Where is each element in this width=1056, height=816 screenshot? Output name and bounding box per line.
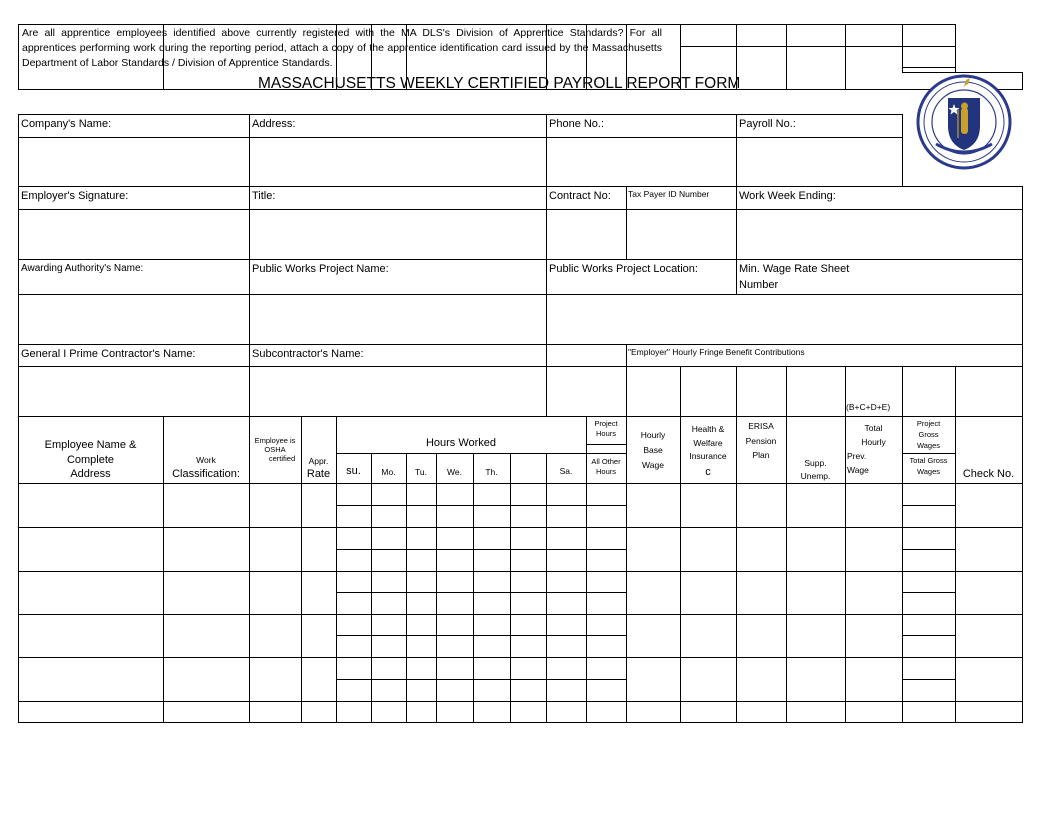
table-row <box>18 614 1023 615</box>
apprentice-note: Are all apprentice employees identified above currently registered with the MA DLS's Division of Apprentice Standards? For all apprentices performing work during the reporting period, attach a copy of the apprentice identification card issued by the Massachusetts Department of Labor Standards / Division of Apprentice Standards. <box>22 27 662 69</box>
project-gross-header-3: Wages <box>916 441 941 450</box>
grid-line <box>546 24 547 89</box>
grid-line <box>163 416 164 722</box>
fringe-benefits-label: "Employer" Hourly Fringe Benefit Contributions <box>628 347 805 357</box>
appr-rate-header: Appr. <box>308 456 329 466</box>
health-welfare-header-3: Insurance <box>689 451 727 461</box>
day-mo-header: Mo. <box>381 467 396 477</box>
grid-line <box>902 366 903 722</box>
work-class-header-2: Classification: <box>172 468 240 480</box>
osha-header: Employee is <box>254 436 296 445</box>
min-wage-sheet-label-2: Number <box>739 279 779 291</box>
grid-line <box>1022 72 1023 89</box>
grid-line <box>336 453 626 454</box>
grid-line <box>626 416 627 722</box>
erisa-header: ERISA <box>748 421 774 431</box>
grid-line <box>902 549 955 550</box>
grid-line <box>18 483 1023 484</box>
grid-line <box>336 549 626 550</box>
phone-no-label: Phone No.: <box>549 118 605 130</box>
grid-line <box>786 416 787 722</box>
grid-line <box>18 24 955 25</box>
table-row <box>18 722 1023 723</box>
grid-line <box>680 24 681 89</box>
grid-line <box>902 505 955 506</box>
project-gross-header-2: Gross <box>918 430 939 439</box>
hours-worked-header: Hours Worked <box>425 437 497 449</box>
grid-line <box>736 24 737 89</box>
project-hours-header-2: Hours <box>595 429 616 438</box>
grid-line <box>845 366 846 722</box>
grid-line <box>336 679 626 680</box>
grid-line <box>18 259 1023 260</box>
grid-line <box>902 72 1023 73</box>
grid-line <box>786 366 787 416</box>
payroll-no-label: Payroll No.: <box>739 118 796 130</box>
grid-line <box>626 186 627 259</box>
title-label: Title: <box>252 190 276 202</box>
grid-line <box>902 114 903 186</box>
total-gross-header: Total Gross <box>909 456 948 465</box>
grid-line <box>163 24 164 89</box>
base-wage-header: Hourly <box>640 430 666 440</box>
grid-line <box>736 416 737 722</box>
address-label: Address: <box>252 118 296 130</box>
check-no-header: Check No. <box>962 468 1015 480</box>
grid-line <box>18 114 19 416</box>
form-title: MASSACHUSETTS WEEKLY CERTIFIED PAYROLL REPORT FORM <box>258 75 741 92</box>
grid-line <box>902 592 955 593</box>
total-hourly-header-4: Wage <box>847 465 869 475</box>
osha-header-3: certified <box>268 454 296 463</box>
total-hourly-header-2: Hourly <box>861 437 886 447</box>
company-name-label: Company's Name: <box>21 118 112 130</box>
prime-contractor-label: General I Prime Contractor's Name: <box>21 348 196 360</box>
grid-line <box>845 24 846 89</box>
appr-rate-header-2: Rate <box>306 468 331 480</box>
grid-line <box>1022 416 1023 722</box>
project-hours-header: Project <box>594 419 618 428</box>
subcontractor-label: Subcontractor's Name: <box>252 348 364 360</box>
grid-line <box>473 453 474 722</box>
grid-line <box>371 24 372 89</box>
grid-line <box>786 24 787 89</box>
supp-unemp-header: Supp. <box>804 458 827 468</box>
table-row <box>18 527 1023 528</box>
grid-line <box>336 592 626 593</box>
table-row <box>18 571 1023 572</box>
grid-line <box>902 24 903 72</box>
osha-header-2: OSHA <box>264 445 286 454</box>
work-class-header: Work <box>196 455 216 465</box>
base-wage-header-2: Base <box>643 445 663 455</box>
fringe-formula-label: (B+C+D+E) <box>846 402 891 412</box>
day-su-header: su. <box>346 465 361 477</box>
grid-line <box>18 24 19 89</box>
day-th-header: Th. <box>485 467 498 477</box>
day-we-header: We. <box>447 467 462 477</box>
grid-line <box>18 366 1023 367</box>
table-row <box>18 657 1023 658</box>
grid-line <box>955 24 956 72</box>
grid-line <box>18 294 1023 295</box>
other-hours-header: All Other <box>591 457 621 466</box>
grid-line <box>510 453 511 722</box>
base-wage-header-3: Wage <box>642 460 664 470</box>
table-row <box>18 701 1023 702</box>
grid-line <box>336 505 626 506</box>
grid-line <box>626 24 627 89</box>
employee-name-header-2: Complete <box>66 454 115 466</box>
grid-line <box>336 635 626 636</box>
grid-line <box>680 46 955 47</box>
health-welfare-header-2: Welfare <box>693 438 723 448</box>
grid-line <box>902 635 955 636</box>
massachusetts-seal-icon <box>908 74 1020 170</box>
grid-line <box>736 366 737 416</box>
erisa-header-3: Plan <box>752 450 770 460</box>
grid-line <box>18 209 1023 210</box>
employee-name-header: Employee Name & <box>44 439 137 451</box>
erisa-header-2: Pension <box>745 436 777 446</box>
other-hours-header-2: Hours <box>595 467 616 476</box>
grid-line <box>406 453 407 722</box>
day-tu-header: Tu. <box>415 467 427 477</box>
grid-line <box>586 444 626 445</box>
grid-line <box>1022 186 1023 416</box>
svg-text:·: · <box>963 84 965 90</box>
grid-line <box>336 24 337 89</box>
health-welfare-header: Health & <box>691 424 725 434</box>
grid-line <box>18 186 1023 187</box>
tax-payer-id-label: Tax Payer ID Number <box>628 189 710 199</box>
grid-line <box>336 416 337 722</box>
project-name-label: Public Works Project Name: <box>252 263 389 275</box>
grid-line <box>18 416 19 722</box>
grid-line <box>902 67 955 68</box>
grid-line <box>436 453 437 722</box>
grid-line <box>18 114 902 115</box>
grid-line <box>680 366 681 416</box>
grid-line <box>371 453 372 722</box>
grid-line <box>736 114 737 294</box>
grid-line <box>18 416 1023 417</box>
grid-line <box>586 24 587 89</box>
min-wage-sheet-label: Min. Wage Rate Sheet <box>739 263 850 275</box>
project-location-label: Public Works Project Location: <box>549 263 698 275</box>
day-sa-header: Sa. <box>559 466 573 476</box>
grid-line <box>301 416 302 722</box>
health-welfare-header-4: c <box>705 466 711 478</box>
grid-line <box>18 344 1023 345</box>
total-gross-header-2: Wages <box>916 467 941 476</box>
grid-line <box>18 137 902 138</box>
grid-line <box>955 366 956 722</box>
grid-line <box>18 89 1023 90</box>
supp-unemp-header-2: Unemp. <box>800 471 831 481</box>
grid-line <box>626 344 627 416</box>
awarding-authority-label: Awarding Authority's Name: <box>21 263 144 274</box>
grid-line <box>902 679 955 680</box>
project-gross-header: Project <box>916 419 941 428</box>
grid-line <box>586 416 587 722</box>
grid-line <box>546 114 547 416</box>
work-week-ending-label: Work Week Ending: <box>739 190 836 202</box>
total-hourly-header-3: Prev. <box>847 451 867 461</box>
employer-signature-label: Employer's Signature: <box>21 190 129 202</box>
total-hourly-header: Total <box>864 423 883 433</box>
grid-line <box>902 453 955 454</box>
grid-line <box>546 453 547 722</box>
grid-line <box>249 114 250 416</box>
contract-no-label: Contract No: <box>549 190 611 202</box>
grid-line <box>249 416 250 722</box>
grid-line <box>406 24 407 89</box>
grid-line <box>680 416 681 722</box>
employee-name-header-3: Address <box>70 468 111 480</box>
